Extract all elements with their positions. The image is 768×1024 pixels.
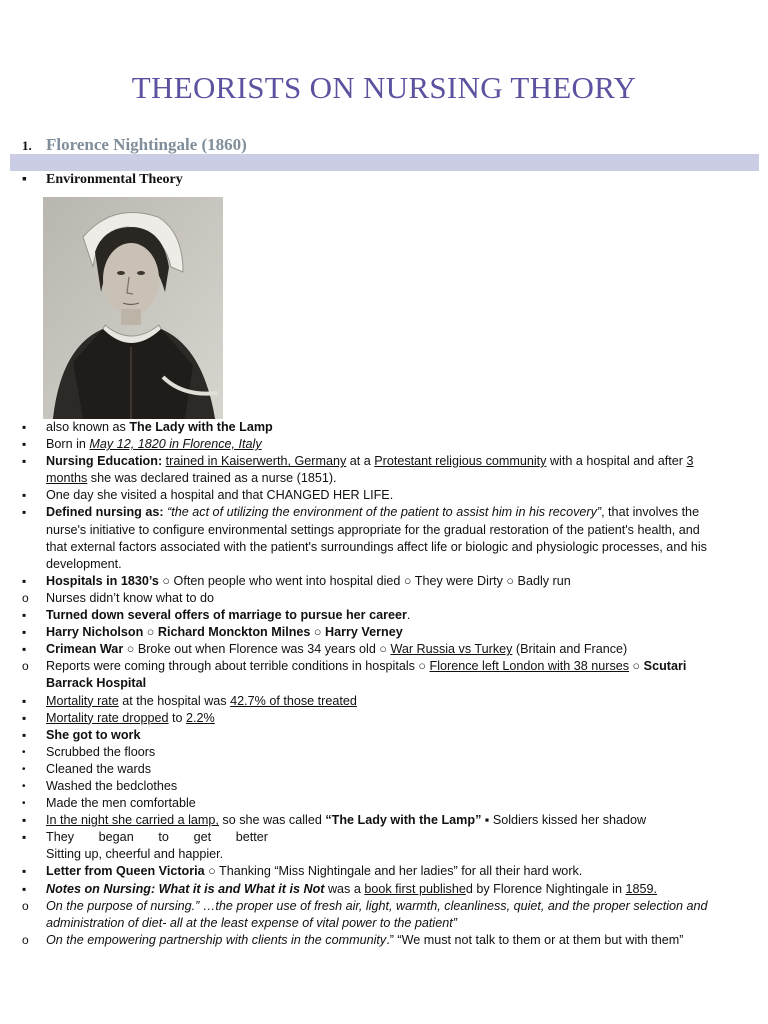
portrait-photo: [43, 197, 223, 419]
text-run: “The Lady with the Lamp”: [325, 813, 482, 828]
text-run: Crimean War: [46, 642, 124, 657]
text-run: On the empowering partnership with clients in the community: [46, 932, 387, 947]
text-run: Cleaned the wards: [46, 761, 152, 776]
list-item: [0, 487, 768, 504]
list-item: [0, 829, 768, 863]
text-run: Born in: [46, 437, 90, 452]
text-run: “the act of utilizing the environment of the patient to assist him in his recovery”: [167, 505, 602, 520]
text-run: 3 months: [46, 454, 694, 486]
text-run: trained in Kaiserwerth, Germany: [165, 454, 347, 469]
text-run: Sitting up, cheerful and happier.: [46, 847, 224, 862]
circle-bullet-icon: [22, 898, 40, 916]
square-bullet-icon: [22, 727, 40, 745]
square-bullet-icon: [22, 693, 40, 711]
text-run: Washed the bedclothes: [46, 778, 178, 793]
text-run: In the night she carried a lamp,: [46, 813, 219, 828]
list-item: [0, 727, 768, 744]
text-run: at a: [346, 454, 375, 469]
text-run: Turned down several offers of marriage to pursue her career: [46, 608, 407, 623]
theory-heading: [22, 172, 183, 188]
text-run: May 12, 1820 in Florence, Italy: [89, 437, 262, 452]
word: better: [235, 830, 268, 845]
text-run: at the hospital was: [118, 693, 231, 708]
theory-heading-text: Environmental Theory: [46, 172, 183, 187]
list-item: [0, 658, 768, 692]
text-run: 42.7% of those treated: [230, 693, 357, 708]
portrait-illustration: [43, 197, 223, 419]
list-item: [0, 693, 768, 710]
text-run: ○ Often people who went into hospital died ○ They were Dirty ○ Badly run: [158, 573, 571, 588]
dot-bullet-icon: [22, 795, 40, 812]
dot-bullet-icon: [22, 778, 40, 795]
list-item: [0, 624, 768, 641]
square-bullet-icon: [22, 710, 40, 728]
square-bullet-icon: [22, 453, 40, 471]
section-heading-text: Florence Nightingale (1860): [46, 135, 247, 154]
page-title: THEORISTS ON NURSING THEORY: [131, 70, 637, 105]
text-run: Defined nursing as:: [46, 505, 168, 520]
list-item: [0, 795, 768, 812]
section-divider-band: [10, 154, 759, 171]
list-item: [0, 863, 768, 880]
word: get: [193, 830, 212, 845]
text-run: One day she visited a hospital and that CHANGED HER LIFE.: [46, 488, 394, 503]
text-run: Florence left London with 38 nurses: [429, 659, 630, 674]
text-run: .” “We must not talk to them or at them but with them”: [386, 932, 684, 947]
section-heading: [22, 135, 247, 155]
text-run: She got to work: [46, 727, 141, 742]
text-run: also known as: [46, 420, 130, 434]
square-bullet-icon: [22, 863, 40, 881]
justified-line: [46, 829, 268, 846]
text-run: was a: [324, 881, 365, 896]
circle-bullet-icon: [22, 590, 40, 608]
circle-bullet-icon: [22, 658, 40, 676]
square-bullet-icon: [22, 607, 40, 625]
text-run: .: [406, 608, 411, 623]
text-run: Protestant religious community: [374, 454, 547, 469]
list-item: [0, 761, 768, 778]
text-run: Notes on Nursing: What it is and What it is Not: [46, 881, 325, 896]
square-bullet-icon: [22, 573, 40, 591]
dot-bullet-icon: [22, 761, 40, 778]
text-run: Scrubbed the floors: [46, 744, 156, 759]
list-item: [0, 607, 768, 624]
circle-bullet-icon: [22, 932, 40, 950]
text-run: 1859.: [625, 881, 658, 896]
text-run: book first publishe: [364, 881, 466, 896]
text-run: War Russia vs Turkey: [390, 642, 513, 657]
text-run: 2.2%: [186, 710, 215, 725]
text-run: The Lady with the Lamp: [129, 420, 273, 434]
text-run: with a hospital and after: [546, 454, 687, 469]
word: to: [158, 830, 169, 845]
square-bullet-icon: [22, 436, 40, 454]
list-item: [0, 881, 768, 898]
word: began: [98, 830, 134, 845]
text-run: On the purpose of nursing.” …the proper use of fresh air, light, warmth, cleanliness, quiet, and the proper selection and administration of diet- all at the least expense of vital power to the patient”: [46, 898, 708, 930]
text-run: ▪ Soldiers kissed her shadow: [481, 813, 647, 828]
text-run: Reports were coming through about terrible conditions in hospitals ○: [46, 659, 430, 674]
list-item: [0, 744, 768, 761]
text-run: ○ Thanking “Miss Nightingale and her ladies” for all their hard work.: [204, 864, 583, 879]
text-run: so she was called: [218, 813, 326, 828]
text-run: ○ Broke out when Florence was 34 years old ○: [123, 642, 391, 657]
list-item: [0, 898, 768, 932]
text-run: d by Florence Nightingale in: [465, 881, 626, 896]
text-run: Made the men comfortable: [46, 796, 196, 811]
text-run: ○: [629, 659, 644, 674]
list-item: [0, 573, 768, 590]
list-item: [0, 590, 768, 607]
list-item: [0, 453, 768, 487]
square-bullet-icon: [22, 641, 40, 659]
text-run: Hospitals in 1830’s: [46, 573, 159, 588]
list-item: [0, 812, 768, 829]
list-item: [0, 932, 768, 949]
text-run: Nursing Education:: [46, 454, 163, 469]
bullet-list: [0, 419, 768, 949]
square-bullet-icon: [22, 487, 40, 505]
square-bullet-icon: [22, 881, 40, 899]
square-bullet-icon: [22, 812, 40, 830]
list-item: [0, 710, 768, 727]
dot-bullet-icon: [22, 744, 40, 761]
text-run: to: [168, 710, 187, 725]
list-item: [0, 504, 768, 572]
text-run: Mortality rate: [46, 693, 119, 708]
square-bullet-icon: [22, 419, 40, 437]
square-bullet-icon: [22, 504, 40, 522]
word: They: [46, 830, 74, 845]
text-run: , that involves the nurse's initiative to configure environmental settings appropriate for the gradual restoration of the patient's health, and that external factors associated with the patient's surroundings affect life or biologic and physiologic processes, and his development.: [46, 505, 707, 571]
text-run: Nurses didn’t know what to do: [46, 590, 215, 605]
list-item: [0, 419, 768, 436]
square-bullet-icon: [22, 829, 40, 847]
square-bullet-icon: ▪: [22, 172, 27, 187]
text-run: Scutari Barrack Hospital: [46, 659, 687, 691]
text-run: (Britain and France): [512, 642, 628, 657]
list-item: [0, 641, 768, 658]
square-bullet-icon: [22, 624, 40, 642]
section-number: 1.: [22, 138, 32, 153]
text-run: Harry Nicholson ○ Richard Monckton Milnes ○ Harry Verney: [46, 625, 403, 640]
text-run: Mortality rate dropped: [46, 710, 169, 725]
text-run: she was declared trained as a nurse (1851).: [87, 471, 337, 486]
list-item: [0, 778, 768, 795]
text-run: Letter from Queen Victoria: [46, 864, 205, 879]
list-item: [0, 436, 768, 453]
